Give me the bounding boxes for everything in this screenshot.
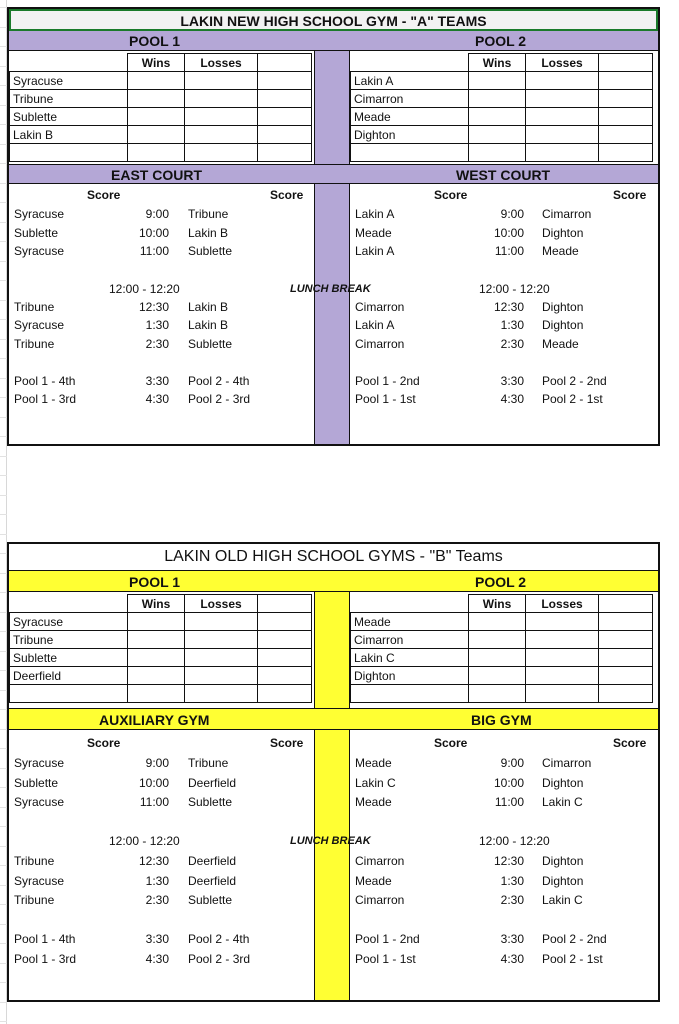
home-team: Lakin C — [355, 775, 396, 790]
section-a-right-court: WEST COURT — [456, 167, 551, 183]
table-row — [10, 72, 312, 90]
away-team: Deerfield — [188, 775, 237, 790]
team-name: Sublette — [10, 649, 128, 667]
wins-header: Wins — [128, 54, 185, 72]
team-name: Dighton — [351, 126, 469, 144]
table-row — [351, 667, 653, 685]
team-name: Lakin C — [351, 649, 469, 667]
team-name: Tribune — [10, 631, 128, 649]
section-b-spine — [314, 592, 350, 1002]
game-row — [350, 390, 658, 408]
lunch-time: 12:00 - 12:20 — [479, 282, 550, 296]
table-row — [10, 631, 312, 649]
game-row — [9, 224, 309, 242]
lunch-time: 12:00 - 12:20 — [109, 834, 180, 848]
section-b-teams — [7, 542, 660, 1002]
game-row — [9, 872, 309, 890]
game-time: 1:30 — [145, 318, 169, 332]
game-time: 9:00 — [145, 207, 169, 221]
game-row — [9, 372, 309, 390]
section-b-pool-band — [9, 570, 658, 592]
home-team: Cimarron — [355, 854, 405, 868]
away-team: Pool 2 - 1st — [542, 392, 603, 406]
section-a-left-court: EAST COURT — [111, 167, 202, 183]
home-team: Sublette — [14, 225, 59, 240]
game-row — [350, 316, 658, 334]
table-row — [351, 72, 653, 90]
home-team: Pool 1 - 1st — [355, 952, 416, 966]
wins-header: Wins — [469, 595, 526, 613]
home-team: Pool 1 - 2nd — [355, 373, 420, 388]
game-row — [350, 891, 658, 909]
away-team: Cimarron — [542, 207, 592, 221]
game-row — [350, 372, 658, 390]
section-b-left-court: AUXILIARY GYM — [99, 712, 210, 728]
game-row — [9, 242, 309, 260]
game-time: 9:00 — [500, 756, 524, 770]
section-b-score-headers — [9, 734, 658, 752]
table-row — [351, 108, 653, 126]
score-header: Score — [613, 188, 647, 202]
game-row — [9, 950, 309, 968]
home-team: Pool 1 - 4th — [14, 373, 76, 388]
game-time: 3:30 — [500, 932, 524, 947]
section-b-court-band — [9, 708, 658, 730]
away-team: Meade — [542, 244, 579, 258]
team-name: Cimarron — [351, 631, 469, 649]
game-time: 4:30 — [145, 952, 169, 966]
away-team: Tribune — [188, 756, 229, 770]
game-time: 11:00 — [494, 244, 524, 258]
home-team: Pool 1 - 4th — [14, 932, 76, 947]
game-row — [350, 224, 658, 242]
game-time: 11:00 — [139, 795, 169, 810]
table-row — [10, 667, 312, 685]
game-time: 3:30 — [145, 373, 169, 388]
away-team: Dighton — [542, 299, 584, 314]
away-team: Sublette — [188, 336, 233, 351]
home-team: Meade — [355, 225, 392, 240]
spreadsheet-row-gutter — [0, 0, 7, 1024]
game-time: 2:30 — [500, 893, 524, 908]
team-name: Lakin A — [351, 72, 469, 90]
game-row — [9, 316, 309, 334]
away-team: Pool 2 - 3rd — [188, 952, 251, 966]
game-time: 11:00 — [494, 795, 524, 810]
away-team: Dighton — [542, 854, 584, 868]
away-team: Lakin B — [188, 318, 229, 332]
away-team: Dighton — [542, 318, 584, 332]
home-team: Cimarron — [355, 893, 405, 908]
game-time: 4:30 — [145, 392, 169, 406]
game-time: 4:30 — [500, 952, 524, 966]
table-row — [351, 649, 653, 667]
away-team: Cimarron — [542, 756, 592, 770]
away-team: Lakin B — [188, 299, 229, 314]
losses-header: Losses — [526, 595, 599, 613]
home-team: Tribune — [14, 336, 55, 351]
game-row — [9, 205, 309, 223]
wins-header: Wins — [128, 595, 185, 613]
away-team: Pool 2 - 3rd — [188, 392, 251, 406]
section-a-court-band — [9, 164, 658, 184]
away-team: Deerfield — [188, 854, 237, 868]
game-time: 12:30 — [493, 854, 524, 868]
game-row — [350, 852, 658, 870]
game-row — [350, 872, 658, 890]
game-row — [350, 774, 658, 792]
home-team: Pool 1 - 3rd — [14, 952, 77, 966]
game-time: 11:00 — [139, 244, 169, 258]
section-b-right-court: BIG GYM — [471, 712, 532, 728]
table-row — [351, 613, 653, 631]
team-name: Syracuse — [10, 613, 128, 631]
game-time: 1:30 — [145, 873, 169, 888]
home-team: Cimarron — [355, 336, 405, 351]
away-team: Pool 2 - 2nd — [542, 373, 607, 388]
game-row — [9, 793, 309, 811]
home-team: Lakin A — [355, 207, 395, 221]
section-a-pool1-label: POOL 1 — [129, 33, 181, 49]
table-row — [10, 144, 312, 162]
team-name: Meade — [351, 613, 469, 631]
home-team: Pool 1 - 2nd — [355, 932, 420, 947]
away-team: Lakin C — [542, 893, 583, 908]
section-a-pool-band — [9, 31, 658, 51]
game-time: 3:30 — [500, 373, 524, 388]
game-time: 2:30 — [145, 893, 169, 908]
away-team: Dighton — [542, 225, 584, 240]
home-team: Lakin A — [355, 318, 395, 332]
home-team: Cimarron — [355, 299, 405, 314]
table-row — [10, 649, 312, 667]
game-time: 10:00 — [493, 225, 524, 240]
away-team: Lakin B — [188, 225, 229, 240]
losses-header: Losses — [526, 54, 599, 72]
away-team: Tribune — [188, 207, 229, 221]
home-team: Pool 1 - 1st — [355, 392, 416, 406]
away-team: Pool 2 - 2nd — [542, 932, 607, 947]
team-name: Cimarron — [351, 90, 469, 108]
game-time: 1:30 — [500, 873, 524, 888]
game-time: 9:00 — [500, 207, 524, 221]
game-row — [9, 891, 309, 909]
game-time: 12:30 — [138, 854, 169, 868]
game-time: 12:30 — [493, 299, 524, 314]
away-team: Sublette — [188, 244, 233, 258]
away-team: Sublette — [188, 795, 233, 810]
section-a-title: LAKIN NEW HIGH SCHOOL GYM - "A" TEAMS — [9, 9, 658, 31]
score-header: Score — [87, 188, 121, 202]
section-a-left-schedule — [9, 205, 309, 425]
table-row — [351, 685, 653, 703]
away-team: Pool 2 - 1st — [542, 952, 603, 966]
section-b-title: LAKIN OLD HIGH SCHOOL GYMS - "B" Teams — [164, 548, 503, 565]
home-team: Pool 1 - 3rd — [14, 392, 77, 406]
game-row — [350, 205, 658, 223]
game-time: 10:00 — [138, 775, 169, 790]
score-header: Score — [270, 736, 304, 750]
game-row — [350, 793, 658, 811]
wins-header: Wins — [469, 54, 526, 72]
game-row — [350, 930, 658, 948]
table-row — [351, 631, 653, 649]
table-row — [10, 108, 312, 126]
away-team: Deerfield — [188, 873, 237, 888]
home-team: Syracuse — [14, 318, 65, 332]
game-time: 2:30 — [145, 336, 169, 351]
team-name: Syracuse — [10, 72, 128, 90]
away-team: Sublette — [188, 893, 233, 908]
game-row — [9, 754, 309, 772]
table-row — [10, 90, 312, 108]
game-time: 3:30 — [145, 932, 169, 947]
home-team: Tribune — [14, 299, 55, 314]
home-team: Syracuse — [14, 795, 65, 810]
team-name: Dighton — [351, 667, 469, 685]
losses-header: Losses — [185, 54, 258, 72]
team-name: Meade — [351, 108, 469, 126]
game-row — [9, 774, 309, 792]
score-header: Score — [87, 736, 121, 750]
score-header: Score — [270, 188, 304, 202]
game-row — [9, 930, 309, 948]
away-team: Meade — [542, 336, 579, 351]
section-b-right-schedule — [350, 754, 658, 994]
game-row — [9, 852, 309, 870]
table-row — [10, 613, 312, 631]
table-row — [10, 126, 312, 144]
section-a-pool2-label: POOL 2 — [475, 33, 527, 49]
game-row — [9, 335, 309, 353]
section-a-teams — [7, 7, 660, 446]
home-team: Meade — [355, 756, 392, 770]
game-time: 4:30 — [500, 392, 524, 406]
section-a-spine — [314, 51, 350, 446]
team-name: Sublette — [10, 108, 128, 126]
section-a-score-headers — [9, 186, 658, 204]
home-team: Syracuse — [14, 873, 65, 888]
game-row — [350, 242, 658, 260]
game-row — [350, 335, 658, 353]
game-time: 9:00 — [145, 756, 169, 770]
game-time: 2:30 — [500, 336, 524, 351]
away-team: Lakin C — [542, 795, 583, 810]
game-time: 1:30 — [500, 318, 524, 332]
game-time: 12:30 — [138, 299, 169, 314]
game-time: 10:00 — [138, 225, 169, 240]
table-row — [10, 685, 312, 703]
game-row — [9, 298, 309, 316]
game-time: 10:00 — [493, 775, 524, 790]
home-team: Syracuse — [14, 244, 65, 258]
team-name: Deerfield — [10, 667, 128, 685]
losses-header: Losses — [185, 595, 258, 613]
home-team: Tribune — [14, 854, 55, 868]
game-row — [350, 298, 658, 316]
section-b-pool2-table — [350, 594, 653, 703]
home-team: Meade — [355, 795, 392, 810]
section-a-right-schedule — [350, 205, 658, 425]
away-team: Dighton — [542, 873, 584, 888]
home-team: Sublette — [14, 775, 59, 790]
team-name: Lakin B — [10, 126, 128, 144]
table-row — [351, 126, 653, 144]
section-b-pool1-table — [9, 594, 312, 703]
lunch-time: 12:00 - 12:20 — [109, 282, 180, 296]
score-header: Score — [434, 188, 468, 202]
score-header: Score — [434, 736, 468, 750]
table-row — [351, 144, 653, 162]
game-row — [9, 390, 309, 408]
team-name: Tribune — [10, 90, 128, 108]
section-b-pool2-label: POOL 2 — [475, 574, 527, 590]
away-team: Dighton — [542, 775, 584, 790]
game-row — [350, 754, 658, 772]
home-team: Syracuse — [14, 756, 65, 770]
section-a-pool1-table — [9, 53, 312, 162]
away-team: Pool 2 - 4th — [188, 373, 250, 388]
game-row — [350, 950, 658, 968]
section-a-pool2-table — [350, 53, 653, 162]
home-team: Tribune — [14, 893, 55, 908]
home-team: Syracuse — [14, 207, 65, 221]
section-b-left-schedule — [9, 754, 309, 994]
away-team: Pool 2 - 4th — [188, 932, 250, 947]
score-header: Score — [613, 736, 647, 750]
section-b-pool1-label: POOL 1 — [129, 574, 181, 590]
lunch-break-label: LUNCH BREAK — [290, 283, 371, 295]
lunch-break-label: LUNCH BREAK — [290, 835, 371, 847]
home-team: Meade — [355, 873, 392, 888]
lunch-time: 12:00 - 12:20 — [479, 834, 550, 848]
home-team: Lakin A — [355, 244, 395, 258]
table-row — [351, 90, 653, 108]
